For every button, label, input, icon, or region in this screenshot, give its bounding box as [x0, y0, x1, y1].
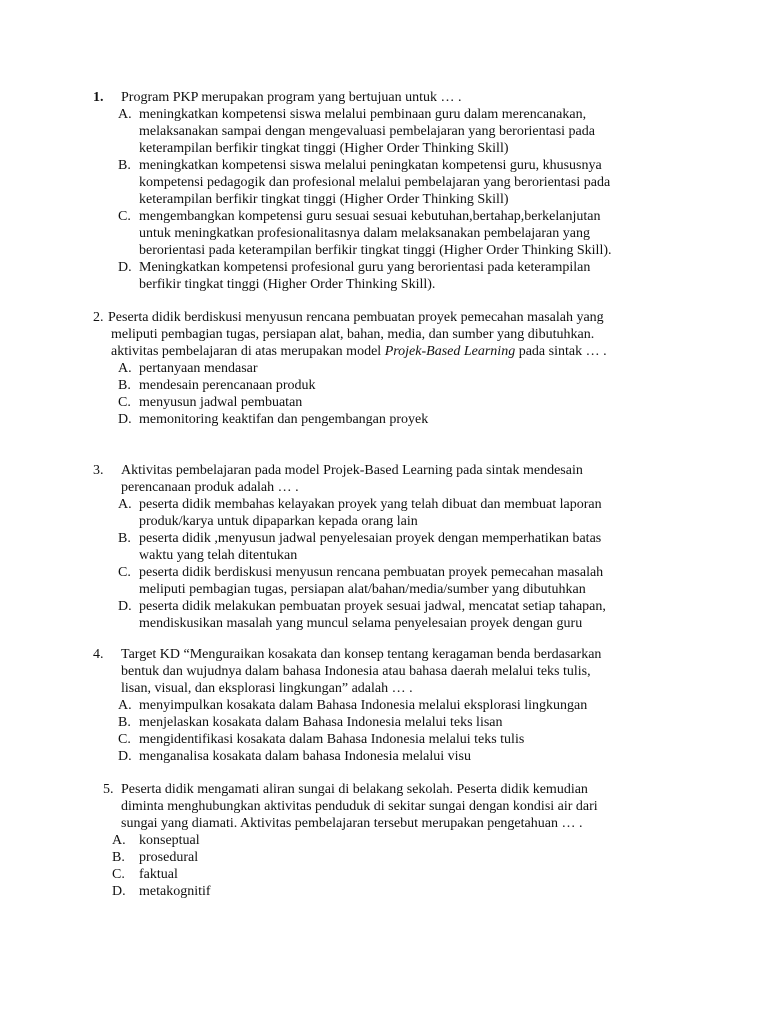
option-c-text: berorientasi pada keterampilan berfikir tingkat tinggi (Higher Order Thinking Skill).	[139, 243, 612, 258]
option-c-text: mengidentifikasi kosakata dalam Bahasa Indonesia melalui teks tulis	[139, 732, 525, 747]
option-d-text: berfikir tingkat tinggi (Higher Order Thinking Skill).	[139, 277, 436, 292]
question-stem: perencanaan produk adalah … .	[121, 480, 299, 495]
question-stem: bentuk dan wujudnya dalam bahasa Indonesia atau bahasa daerah melalui teks tulis,	[121, 664, 591, 679]
option-b-text: prosedural	[139, 850, 199, 865]
option-b-text: kompetensi pedagogik dan profesional melalui pembelajaran yang berorientasi pada	[139, 175, 611, 190]
option-d-text: menganalisa kosakata dalam bahasa Indonesia melalui visu	[139, 749, 472, 764]
question-number: 3.	[93, 463, 104, 478]
option-a-text: produk/karya untuk dipaparkan kepada orang lain	[139, 514, 418, 529]
question-number: 5.	[103, 782, 114, 797]
option-a-text: menyimpulkan kosakata dalam Bahasa Indonesia melalui eksplorasi lingkungan	[139, 698, 588, 713]
question-stem: meliputi pembagian tugas, persiapan alat, bahan, media, dan sumber yang dibutuhkan.	[111, 327, 595, 342]
option-d-text: metakognitif	[139, 884, 211, 899]
option-c-text: untuk meningkatkan profesionalitasnya dalam melaksanakan pembelajaran yang	[139, 226, 590, 241]
option-d-text: mendiskusikan masalah yang muncul selama penyelesaian proyek dengan guru	[139, 616, 583, 631]
stem-text: pada sintak … .	[515, 344, 607, 359]
option-a-text: meningkatkan kompetensi siswa melalui pembinaan guru dalam merencanakan,	[139, 107, 587, 122]
option-b-text: waktu yang telah ditentukan	[139, 548, 298, 563]
option-letter-c: C.	[112, 867, 125, 882]
option-a-text: keterampilan berfikir tingkat tinggi (Higher Order Thinking Skill)	[139, 141, 509, 156]
option-b-text: meningkatkan kompetensi siswa melalui peningkatan kompetensi guru, khususnya	[139, 158, 602, 173]
option-b-text: peserta didik ,menyusun jadwal penyelesaian proyek dengan memperhatikan batas	[139, 531, 602, 546]
question-stem: diminta menghubungkan aktivitas penduduk di sekitar sungai dengan kondisi air dari	[121, 799, 598, 814]
option-d-text: Meningkatkan kompetensi profesional guru yang berorientasi pada keterampilan	[139, 260, 591, 275]
option-letter-c: C.	[118, 395, 131, 410]
option-letter-a: A.	[112, 833, 126, 848]
question-stem: Peserta didik berdiskusi menyusun rencana pembuatan proyek pemecahan masalah yang	[108, 310, 604, 325]
question-stem	[111, 343, 607, 360]
option-letter-d: D.	[112, 884, 126, 899]
option-letter-a: A.	[118, 361, 132, 376]
question-number: 1.	[93, 90, 104, 105]
question-stem: Target KD “Menguraikan kosakata dan konsep tentang keragaman benda berdasarkan	[121, 647, 602, 662]
option-a-text: pertanyaan mendasar	[139, 361, 258, 376]
stem-text: aktivitas pembelajaran di atas merupakan model	[111, 344, 385, 359]
option-b-text: mendesain perencanaan produk	[139, 378, 316, 393]
option-c-text: meliputi pembagian tugas, persiapan alat/bahan/media/sumber yang dibutuhkan	[139, 582, 586, 597]
option-letter-b: B.	[112, 850, 125, 865]
option-a-text: peserta didik membahas kelayakan proyek yang telah dibuat dan membuat laporan	[139, 497, 602, 512]
option-letter-a: A.	[118, 698, 132, 713]
option-c-text: peserta didik berdiskusi menyusun rencana pembuatan proyek pemecahan masalah	[139, 565, 604, 580]
question-stem: Aktivitas pembelajaran pada model Projek-Based Learning pada sintak mendesain	[121, 463, 583, 478]
option-letter-b: B.	[118, 158, 131, 173]
question-number: 4.	[93, 647, 104, 662]
option-letter-b: B.	[118, 378, 131, 393]
option-letter-b: B.	[118, 531, 131, 546]
question-stem: lisan, visual, dan eksplorasi lingkungan” adalah … .	[121, 681, 413, 696]
option-letter-b: B.	[118, 715, 131, 730]
question-stem: Peserta didik mengamati aliran sungai di belakang sekolah. Peserta didik kemudian	[121, 782, 588, 797]
option-letter-c: C.	[118, 732, 131, 747]
stem-model-name: Projek-Based Learning	[384, 344, 516, 359]
option-b-text: keterampilan berfikir tingkat tinggi (Higher Order Thinking Skill)	[139, 192, 509, 207]
option-letter-d: D.	[118, 749, 132, 764]
option-letter-c: C.	[118, 565, 131, 580]
option-letter-d: D.	[118, 260, 132, 275]
option-c-text: menyusun jadwal pembuatan	[139, 395, 303, 410]
option-letter-d: D.	[118, 599, 132, 614]
question-number: 2.	[93, 310, 104, 325]
option-d-text: memonitoring keaktifan dan pengembangan proyek	[139, 412, 429, 427]
option-a-text: konseptual	[139, 833, 200, 848]
option-letter-d: D.	[118, 412, 132, 427]
question-stem: sungai yang diamati. Aktivitas pembelajaran tersebut merupakan pengetahuan … .	[121, 816, 583, 831]
option-a-text: melaksanakan sampai dengan mengevaluasi pembelajaran yang berorientasi pada	[139, 124, 595, 139]
option-c-text: mengembangkan kompetensi guru sesuai sesuai kebutuhan,bertahap,berkelanjutan	[139, 209, 601, 224]
option-letter-c: C.	[118, 209, 131, 224]
option-letter-a: A.	[118, 497, 132, 512]
option-letter-a: A.	[118, 107, 132, 122]
option-d-text: peserta didik melakukan pembuatan proyek sesuai jadwal, mencatat setiap tahapan,	[139, 599, 606, 614]
option-c-text: faktual	[139, 867, 178, 882]
option-b-text: menjelaskan kosakata dalam Bahasa Indonesia melalui teks lisan	[139, 715, 503, 730]
question-stem: Program PKP merupakan program yang bertujuan untuk … .	[121, 90, 462, 105]
